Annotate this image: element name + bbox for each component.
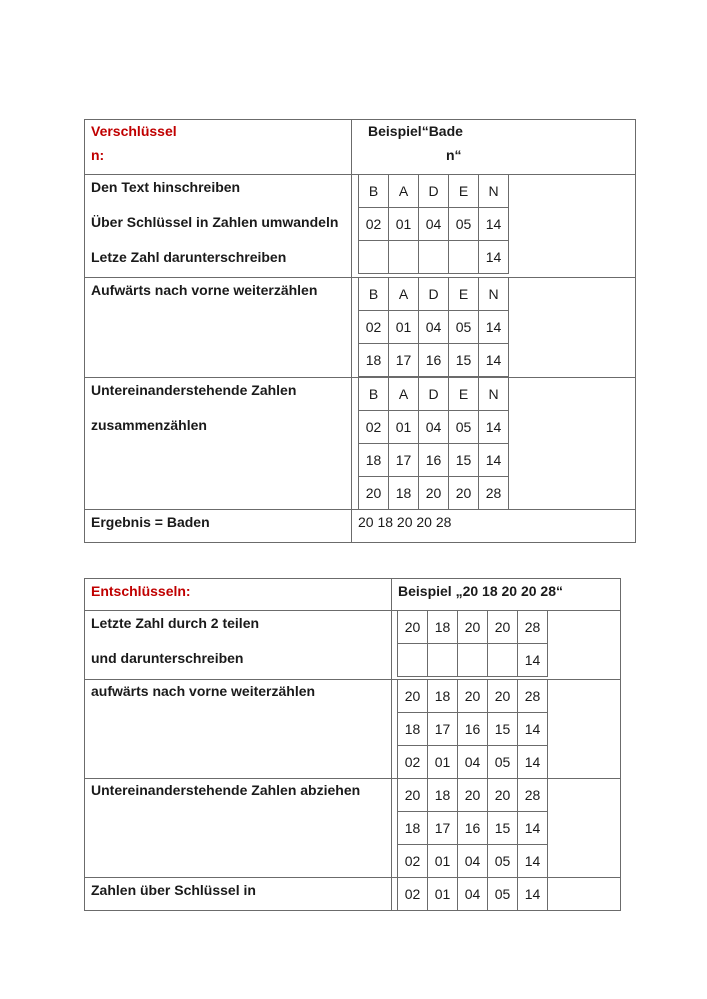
grid-row bbox=[398, 611, 548, 644]
grid-cell: N bbox=[479, 278, 509, 311]
grid-row bbox=[359, 208, 509, 241]
grid-cell bbox=[428, 644, 458, 677]
grid-row bbox=[398, 644, 548, 677]
number-grid bbox=[397, 610, 548, 677]
grid-cell: 04 bbox=[458, 845, 488, 878]
grid-row bbox=[398, 746, 548, 779]
grid-cell: 18 bbox=[398, 812, 428, 845]
grid-cell: 02 bbox=[398, 878, 428, 911]
grid-row bbox=[359, 444, 509, 477]
step-label: Untereinanderstehende Zahlen bbox=[91, 382, 297, 398]
encrypt-table-border-top bbox=[84, 119, 636, 120]
grid-row bbox=[398, 713, 548, 746]
grid-cell bbox=[419, 241, 449, 274]
grid-row bbox=[359, 378, 509, 411]
step-label: zusammenzählen bbox=[91, 417, 207, 433]
grid-row bbox=[398, 845, 548, 878]
grid-cell: 20 bbox=[398, 611, 428, 644]
grid-cell: 14 bbox=[518, 878, 548, 911]
result-value: 20 18 20 20 28 bbox=[358, 514, 452, 530]
grid-cell: D bbox=[419, 278, 449, 311]
grid-cell: 18 bbox=[359, 344, 389, 377]
encrypt-table-border-left bbox=[84, 119, 85, 543]
step-label: Zahlen über Schlüssel in bbox=[91, 882, 256, 898]
decrypt-table-border-top bbox=[84, 578, 621, 579]
grid-cell: 18 bbox=[398, 713, 428, 746]
grid-cell: E bbox=[449, 278, 479, 311]
grid-cell: 15 bbox=[488, 713, 518, 746]
grid-cell: 14 bbox=[479, 311, 509, 344]
grid-cell: 18 bbox=[428, 779, 458, 812]
grid-row bbox=[359, 278, 509, 311]
grid-cell: 14 bbox=[479, 241, 509, 274]
grid-cell: 15 bbox=[449, 344, 479, 377]
grid-cell: 05 bbox=[488, 746, 518, 779]
encrypt-table-border-right bbox=[635, 119, 636, 543]
letter-number-grid bbox=[358, 377, 509, 510]
grid-cell: D bbox=[419, 175, 449, 208]
grid-cell: A bbox=[389, 278, 419, 311]
grid-cell: E bbox=[449, 175, 479, 208]
grid-cell: 18 bbox=[359, 444, 389, 477]
letter-number-grid bbox=[358, 277, 509, 377]
grid-cell: 14 bbox=[479, 444, 509, 477]
grid-cell: 04 bbox=[419, 311, 449, 344]
grid-cell: 14 bbox=[479, 208, 509, 241]
grid-row bbox=[398, 680, 548, 713]
grid-cell: 14 bbox=[518, 812, 548, 845]
step-label: Über Schlüssel in Zahlen umwandeln bbox=[91, 214, 339, 230]
grid-cell: 02 bbox=[398, 845, 428, 878]
grid-cell: 20 bbox=[488, 611, 518, 644]
grid-row bbox=[359, 477, 509, 510]
grid-cell: 01 bbox=[389, 208, 419, 241]
letter-number-grid bbox=[358, 174, 509, 274]
grid-cell: 20 bbox=[449, 477, 479, 510]
result-label: Ergebnis = Baden bbox=[91, 514, 210, 530]
encrypt-title-cont: n: bbox=[91, 147, 105, 163]
grid-cell: 01 bbox=[428, 845, 458, 878]
step-label: Den Text hinschreiben bbox=[91, 179, 241, 195]
grid-cell: 18 bbox=[389, 477, 419, 510]
grid-cell: 04 bbox=[458, 746, 488, 779]
grid-cell: 04 bbox=[458, 878, 488, 911]
encrypt-example: Beispiel“Bade bbox=[368, 123, 463, 139]
grid-cell: 05 bbox=[449, 311, 479, 344]
grid-cell: 20 bbox=[458, 680, 488, 713]
grid-cell: 20 bbox=[398, 779, 428, 812]
grid-cell: 04 bbox=[419, 208, 449, 241]
step-label: und darunterschreiben bbox=[91, 650, 244, 666]
grid-cell: 05 bbox=[488, 878, 518, 911]
grid-cell: B bbox=[359, 278, 389, 311]
step-label: Letze Zahl darunterschreiben bbox=[91, 249, 287, 265]
step-label: Untereinanderstehende Zahlen abziehen bbox=[91, 782, 361, 798]
grid-cell: 15 bbox=[449, 444, 479, 477]
grid-cell bbox=[359, 241, 389, 274]
grid-cell: E bbox=[449, 378, 479, 411]
encrypt-table-divider-vertical bbox=[351, 119, 352, 543]
decrypt-table-border-left bbox=[84, 578, 85, 911]
grid-cell: 18 bbox=[428, 680, 458, 713]
grid-cell: 14 bbox=[479, 411, 509, 444]
step-label: aufwärts nach vorne weiterzählen bbox=[91, 683, 316, 699]
grid-cell: 01 bbox=[428, 746, 458, 779]
grid-row bbox=[359, 344, 509, 377]
grid-cell: 20 bbox=[488, 779, 518, 812]
grid-cell: D bbox=[419, 378, 449, 411]
grid-cell: 28 bbox=[518, 611, 548, 644]
grid-cell: B bbox=[359, 175, 389, 208]
grid-cell: 02 bbox=[359, 411, 389, 444]
grid-cell: 28 bbox=[518, 680, 548, 713]
decrypt-table-border-right bbox=[620, 578, 621, 911]
grid-cell: 20 bbox=[488, 680, 518, 713]
grid-cell: 14 bbox=[518, 713, 548, 746]
decrypt-table-divider-vertical bbox=[391, 578, 392, 911]
grid-cell bbox=[488, 644, 518, 677]
grid-cell: A bbox=[389, 378, 419, 411]
decrypt-example: Beispiel „20 18 20 20 28“ bbox=[398, 583, 563, 599]
grid-cell bbox=[398, 644, 428, 677]
grid-cell: 16 bbox=[419, 344, 449, 377]
grid-cell: 05 bbox=[449, 208, 479, 241]
grid-cell: 17 bbox=[389, 344, 419, 377]
grid-cell: N bbox=[479, 378, 509, 411]
grid-cell: B bbox=[359, 378, 389, 411]
grid-cell: 04 bbox=[419, 411, 449, 444]
decrypt-title: Entschlüsseln: bbox=[91, 583, 191, 599]
grid-cell: 20 bbox=[419, 477, 449, 510]
number-grid bbox=[397, 877, 548, 911]
grid-cell bbox=[458, 644, 488, 677]
grid-cell bbox=[449, 241, 479, 274]
grid-cell: 17 bbox=[389, 444, 419, 477]
grid-cell: 17 bbox=[428, 812, 458, 845]
grid-cell: 20 bbox=[458, 611, 488, 644]
grid-row bbox=[398, 812, 548, 845]
grid-cell: 02 bbox=[359, 311, 389, 344]
grid-cell: 02 bbox=[359, 208, 389, 241]
grid-row bbox=[359, 241, 509, 274]
grid-cell: 16 bbox=[458, 812, 488, 845]
grid-cell: 20 bbox=[458, 779, 488, 812]
grid-cell: A bbox=[389, 175, 419, 208]
encrypt-example-cont: n“ bbox=[446, 147, 462, 163]
grid-cell: 28 bbox=[518, 779, 548, 812]
grid-cell: 14 bbox=[518, 644, 548, 677]
grid-cell: 15 bbox=[488, 812, 518, 845]
grid-cell: 17 bbox=[428, 713, 458, 746]
grid-cell: N bbox=[479, 175, 509, 208]
encrypt-title: Verschlüssel bbox=[91, 123, 177, 139]
grid-cell: 05 bbox=[449, 411, 479, 444]
number-grid bbox=[397, 679, 548, 779]
number-grid bbox=[397, 778, 548, 878]
grid-cell: 14 bbox=[518, 845, 548, 878]
grid-row bbox=[359, 311, 509, 344]
grid-cell: 20 bbox=[398, 680, 428, 713]
encrypt-table-border-bottom bbox=[84, 542, 636, 543]
grid-cell: 18 bbox=[428, 611, 458, 644]
grid-row bbox=[398, 878, 548, 911]
grid-cell: 28 bbox=[479, 477, 509, 510]
grid-cell: 20 bbox=[359, 477, 389, 510]
step-label: Letzte Zahl durch 2 teilen bbox=[91, 615, 260, 631]
grid-row bbox=[359, 175, 509, 208]
grid-cell: 05 bbox=[488, 845, 518, 878]
grid-cell: 14 bbox=[479, 344, 509, 377]
grid-row bbox=[359, 411, 509, 444]
grid-cell: 01 bbox=[389, 411, 419, 444]
grid-cell: 16 bbox=[458, 713, 488, 746]
grid-row bbox=[398, 779, 548, 812]
grid-cell: 01 bbox=[428, 878, 458, 911]
step-label: Aufwärts nach vorne weiterzählen bbox=[91, 282, 318, 298]
grid-cell bbox=[389, 241, 419, 274]
grid-cell: 01 bbox=[389, 311, 419, 344]
grid-cell: 14 bbox=[518, 746, 548, 779]
grid-cell: 02 bbox=[398, 746, 428, 779]
grid-cell: 16 bbox=[419, 444, 449, 477]
